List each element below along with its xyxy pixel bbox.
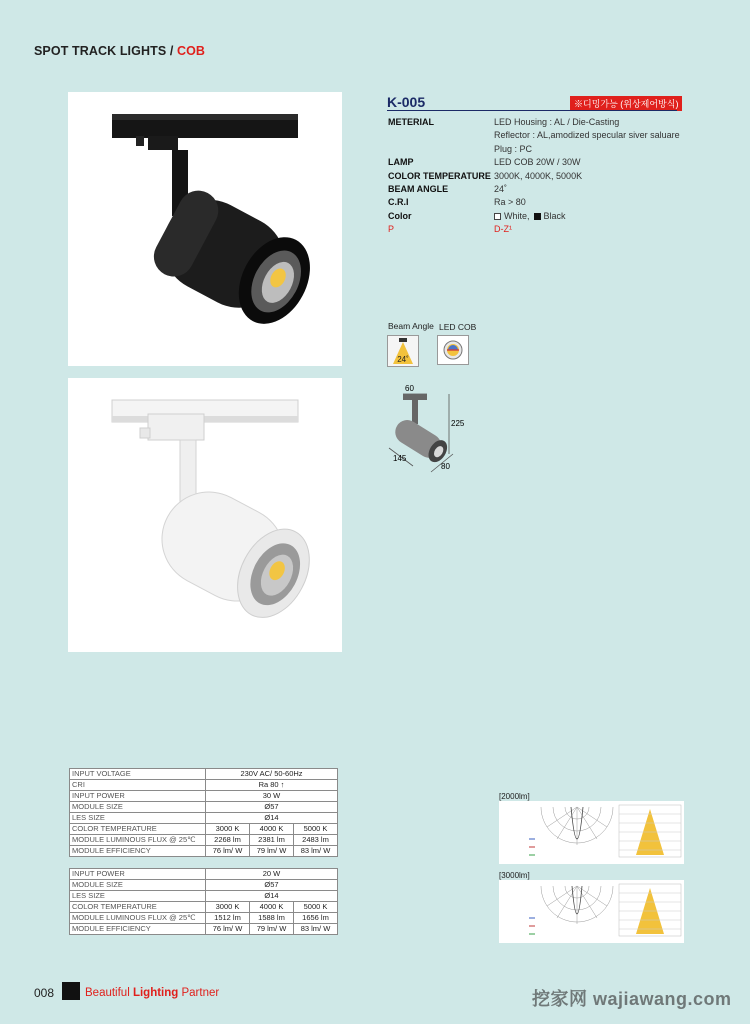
table-row: LES SIZE Ø14 — [70, 891, 338, 902]
dim-top-text: 60 — [405, 384, 414, 393]
beam-angle-value: 24˚ — [397, 355, 409, 364]
model-divider — [387, 110, 677, 111]
table-row: MODULE LUMINOUS FLUX @ 25℃ 1512 lm 1588 lm 1656 lm — [70, 913, 338, 924]
spec-row-color: Color White, Black — [388, 210, 566, 221]
dim-diameter-text: 80 — [441, 462, 450, 471]
spec-row: Reflector : AL,amodized specular siver saluare — [494, 130, 680, 141]
table-row: MODULE SIZE Ø57 — [70, 880, 338, 891]
performance-table-30w — [69, 768, 338, 857]
photometric-chart-1 — [499, 801, 684, 864]
table-row: LES SIZE Ø14 — [70, 813, 338, 824]
black-swatch-icon — [534, 213, 541, 220]
table-row: COLOR TEMPERATURE 3000 K 4000 K 5000 K — [70, 902, 338, 913]
spec-row: BEAM ANGLE 24˚ — [388, 184, 508, 195]
led-cob-icon — [437, 335, 469, 365]
dim-length-text: 145 — [393, 454, 407, 463]
spec-row: COLOR TEMPERATURE 3000K, 4000K, 5000K — [388, 170, 583, 181]
spec-row: Plug : PC — [494, 143, 533, 154]
performance-table-20w — [69, 868, 338, 935]
product-photo-white — [68, 378, 342, 652]
spec-row: C.R.I Ra > 80 — [388, 197, 526, 208]
led-cob-label: LED COB — [439, 322, 477, 332]
dim-height-text: 225 — [451, 419, 465, 428]
photometric-chart-2 — [499, 880, 684, 943]
beam-angle-label: Beam Angle — [388, 321, 434, 331]
tagline: Beautiful Lighting Partner — [85, 987, 220, 999]
dimension-drawing — [385, 382, 475, 474]
photometric-chart-title-2: [3000lm] — [499, 871, 530, 880]
watermark: 挖家网 wajiawang.com — [532, 989, 732, 1009]
table-row: MODULE EFFICIENCY 76 lm/ W 79 lm/ W 83 lm/ W — [70, 924, 338, 935]
spec-row-p: P D-Z¹ — [388, 224, 512, 235]
white-swatch-icon — [494, 213, 501, 220]
table-row: CRI Ra 80 ↑ — [70, 780, 338, 791]
spec-row: METERIAL LED Housing : AL / Die-Casting — [388, 117, 620, 127]
beam-angle-icon — [387, 335, 419, 367]
page-title: SPOT TRACK LIGHTS / COB — [34, 44, 206, 58]
brand-logo — [62, 982, 80, 1000]
table-row: INPUT POWER 20 W — [70, 869, 338, 880]
table-row: MODULE SIZE Ø57 — [70, 802, 338, 813]
table-row: INPUT POWER 30 W — [70, 791, 338, 802]
table-row: COLOR TEMPERATURE 3000 K 4000 K 5000 K — [70, 824, 338, 835]
product-photo-black — [68, 92, 342, 366]
page-number: 008 — [34, 986, 55, 1000]
spec-row: LAMP LED COB 20W / 30W — [388, 157, 581, 168]
spec-list — [388, 116, 680, 237]
photometric-chart-title-1: [2000lm] — [499, 792, 530, 801]
model-number: K-005 — [387, 94, 426, 110]
table-row: MODULE LUMINOUS FLUX @ 25℃ 2268 lm 2381 lm 2483 lm — [70, 835, 338, 846]
table-row: INPUT VOLTAGE 230V AC/ 50-60Hz — [70, 769, 338, 780]
dimming-badge: ※디밍가능 (위상제어방식) — [570, 96, 682, 111]
table-row: MODULE EFFICIENCY 76 lm/ W 79 lm/ W 83 lm/ W — [70, 846, 338, 857]
